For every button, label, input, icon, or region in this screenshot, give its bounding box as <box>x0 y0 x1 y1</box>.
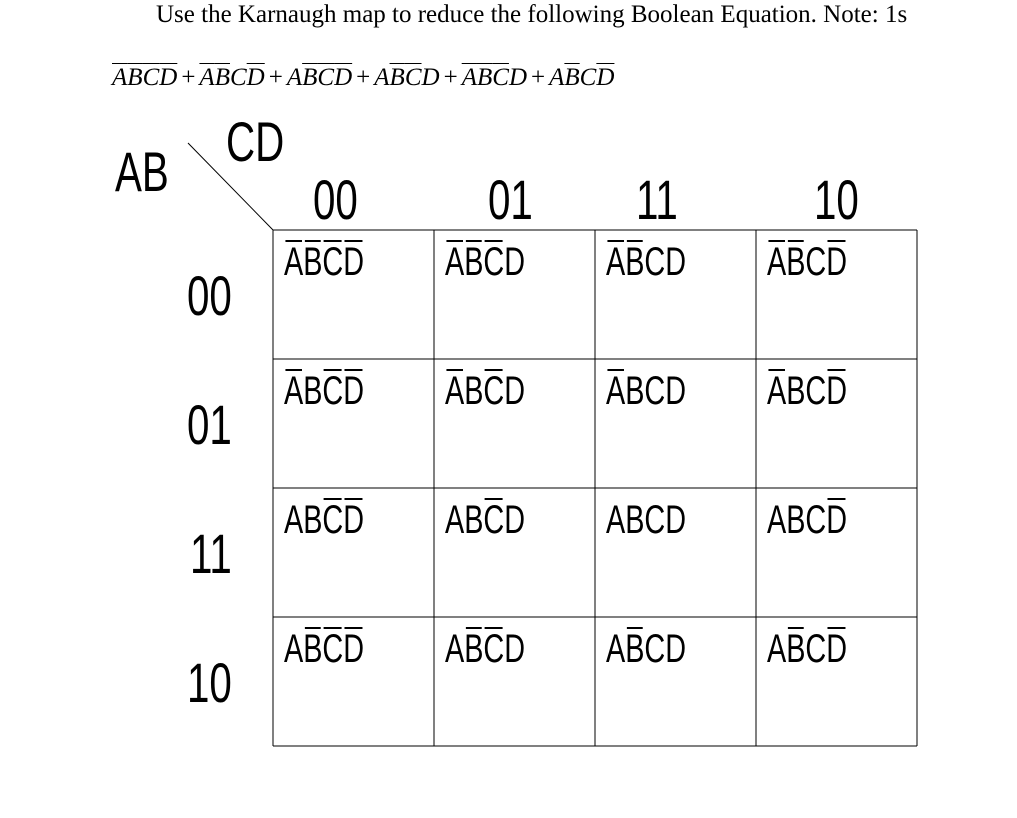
kmap-cell <box>445 240 525 284</box>
literal: $\overline{B}$ <box>564 64 580 91</box>
literal: $\overline{A}$ <box>112 64 128 91</box>
literal: C <box>229 64 247 91</box>
cell-literal: B <box>625 369 645 413</box>
cell-literal: C <box>805 240 827 284</box>
cell-literal: C <box>483 627 505 671</box>
cell-literal: D <box>343 240 365 284</box>
cell-literal: C <box>483 240 505 284</box>
cell-literal: A <box>767 369 787 413</box>
literal: $\overline{B}$ <box>214 64 230 91</box>
plus-sign: + <box>356 64 371 91</box>
row-label-01: 01 <box>187 393 232 456</box>
row-label-11: 11 <box>190 522 232 585</box>
cell-literal: C <box>322 240 344 284</box>
kmap-cell <box>284 498 364 542</box>
column-variable-label: CD <box>226 110 285 173</box>
cell-literal: B <box>625 627 645 671</box>
literal: $\overline{A}$ <box>461 64 477 91</box>
cell-literal: A <box>767 627 787 671</box>
column-label-11: 11 <box>636 168 678 231</box>
kmap-cell <box>767 240 847 284</box>
literal: A <box>286 64 303 91</box>
literal: $\overline{C}$ <box>317 64 335 91</box>
plus-sign: + <box>181 64 196 91</box>
kmap-cell <box>284 369 364 413</box>
cell-literal: A <box>445 369 465 413</box>
kmap-cell <box>606 369 686 413</box>
cell-literal: C <box>644 369 666 413</box>
cell-literal: C <box>805 498 827 542</box>
cell-literal: B <box>786 369 806 413</box>
cell-literal: A <box>767 240 787 284</box>
cell-literal: A <box>284 369 304 413</box>
cell-literal: D <box>665 240 687 284</box>
cell-literal: C <box>805 627 827 671</box>
kmap-cell <box>445 627 525 671</box>
cell-literal: A <box>606 369 626 413</box>
cell-literal: B <box>464 240 484 284</box>
literal: $\overline{C}$ <box>142 64 160 91</box>
cell-literal: C <box>644 240 666 284</box>
cell-literal: D <box>826 627 848 671</box>
cell-literal: D <box>343 627 365 671</box>
cell-literal: D <box>826 369 848 413</box>
cell-literal: A <box>445 498 465 542</box>
instruction-text: Use the Karnaugh map to reduce the following Boolean Equation. Note: 1s <box>156 1 908 28</box>
kmap-cell <box>606 240 686 284</box>
literal: D <box>421 64 440 91</box>
cell-literal: C <box>322 627 344 671</box>
cell-literal: B <box>303 627 323 671</box>
literal: $\overline{B}$ <box>476 64 493 91</box>
cell-literal: C <box>322 498 344 542</box>
literal: $\overline{D}$ <box>334 64 353 91</box>
cell-literal: D <box>826 240 848 284</box>
cell-literal: B <box>303 240 323 284</box>
cell-literal: B <box>786 240 806 284</box>
column-label-10: 10 <box>814 168 859 231</box>
kmap-cell <box>284 627 364 671</box>
plus-sign: + <box>443 64 458 91</box>
cell-literal: A <box>284 627 304 671</box>
cell-literal: D <box>665 627 687 671</box>
cell-literal: B <box>303 369 323 413</box>
literal: $\overline{B}$ <box>389 64 405 91</box>
literal: $\overline{C}$ <box>492 64 509 91</box>
column-label-01: 01 <box>488 168 533 231</box>
cell-literal: C <box>644 498 666 542</box>
cell-literal: A <box>445 627 465 671</box>
cell-literal: D <box>504 498 526 542</box>
plus-sign: + <box>268 64 283 91</box>
cell-literal: B <box>625 240 645 284</box>
literal: $\overline{D}$ <box>246 64 265 91</box>
row-variable-label: AB <box>115 140 169 203</box>
cell-literal: D <box>343 498 365 542</box>
cell-literal: A <box>606 240 626 284</box>
cell-literal: B <box>464 498 484 542</box>
cell-literal: A <box>284 240 304 284</box>
cell-literal: A <box>606 498 626 542</box>
cell-literal: C <box>805 369 827 413</box>
cell-literal: D <box>665 498 687 542</box>
plus-sign: + <box>531 64 546 91</box>
literal: A <box>374 64 390 91</box>
cell-literal: B <box>464 627 484 671</box>
cell-literal: D <box>826 498 848 542</box>
cell-literal: A <box>445 240 465 284</box>
literal: $\overline{C}$ <box>404 64 422 91</box>
cell-literal: D <box>665 369 687 413</box>
literal: $\overline{B}$ <box>127 64 143 91</box>
literal: C <box>579 64 597 91</box>
cell-literal: D <box>343 369 365 413</box>
cell-literal: C <box>483 369 505 413</box>
kmap-cell <box>767 498 847 542</box>
literal: $\overline{D}$ <box>159 64 178 91</box>
kmap-cell <box>606 498 686 542</box>
cell-literal: B <box>786 498 806 542</box>
literal: D <box>508 64 527 91</box>
cell-literal: B <box>625 498 645 542</box>
literal: $\overline{D}$ <box>596 64 615 91</box>
literal: $\overline{B}$ <box>302 64 318 91</box>
literal: A <box>549 64 565 91</box>
kmap-cell <box>445 498 525 542</box>
cell-literal: C <box>483 498 505 542</box>
cell-literal: B <box>464 369 484 413</box>
cell-literal: A <box>606 627 626 671</box>
cell-literal: D <box>504 627 526 671</box>
row-label-00: 00 <box>187 264 232 327</box>
cell-literal: D <box>504 240 526 284</box>
cell-literal: C <box>322 369 344 413</box>
cell-literal: A <box>284 498 304 542</box>
row-label-10: 10 <box>187 651 232 714</box>
cell-literal: C <box>644 627 666 671</box>
cell-literal: B <box>786 627 806 671</box>
cell-literal: D <box>504 369 526 413</box>
kmap-cell <box>445 369 525 413</box>
cell-literal: A <box>767 498 787 542</box>
kmap-cell <box>767 369 847 413</box>
cell-literal: B <box>303 498 323 542</box>
column-label-00: 00 <box>313 168 358 231</box>
kmap-cell <box>284 240 364 284</box>
kmap-cell <box>767 627 847 671</box>
literal: $\overline{A}$ <box>199 64 215 91</box>
kmap-cell <box>606 627 686 671</box>
